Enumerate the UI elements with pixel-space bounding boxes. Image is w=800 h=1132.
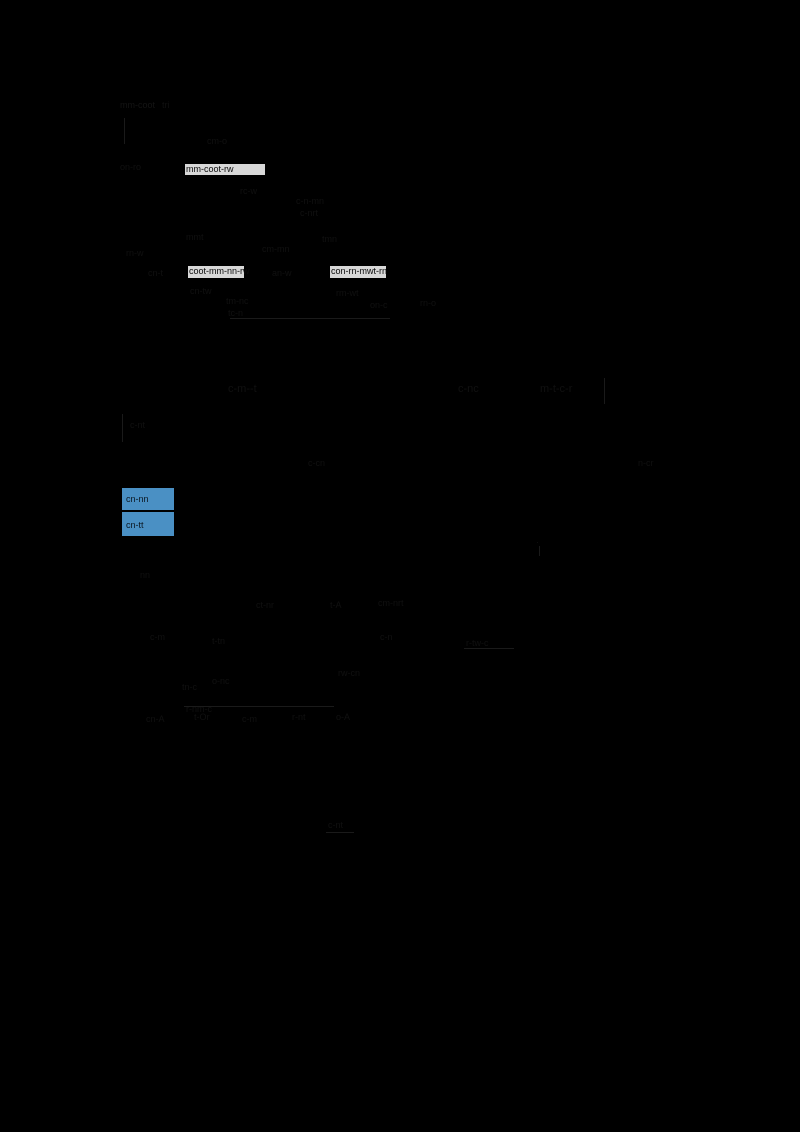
lower-dashed-rule xyxy=(464,648,514,649)
lower-item-7: tn-c xyxy=(182,682,198,692)
blue-tag-1[interactable]: cn-nn xyxy=(126,494,149,504)
diagram-label-7: rn-o xyxy=(420,298,437,308)
diagram-label-5: rm-wt xyxy=(336,288,359,298)
diagram-node-n8: tmn xyxy=(322,234,338,244)
diagram-highlight-2: coot-mm-nn-rw xyxy=(189,266,250,276)
lower-item-5: t-tn xyxy=(212,636,226,646)
left-bracket-label: c-nt xyxy=(130,420,146,430)
diagram-node-n1: mm-coot xyxy=(120,100,156,110)
bottom-item-2: t-Or xyxy=(194,712,210,722)
lower-item-8: rw-cn xyxy=(338,668,360,678)
lower-item-1: ct-nr xyxy=(256,600,274,610)
diagram-node-n10: cn-t xyxy=(148,268,164,278)
diagram-label-8: tc-n xyxy=(228,308,244,318)
bottom-item-1: cn-A xyxy=(146,714,165,724)
expression-right-bar xyxy=(604,378,605,404)
mid-label-left: c-cn xyxy=(308,458,326,468)
blue-tag-2[interactable]: cn-tt xyxy=(126,520,144,530)
lower-marker: nn xyxy=(140,570,151,580)
expression-right: m-t-c-r xyxy=(540,383,573,395)
left-bracket-stem xyxy=(122,414,123,442)
diagram-label-1: c-n-mn xyxy=(296,196,325,206)
lower-item-3: cm-nrt xyxy=(378,598,404,608)
diagram-node-n6: mmt xyxy=(186,232,204,242)
lower-item-2: t-A xyxy=(330,600,342,610)
diagram-highlight-1: mm-coot-rw xyxy=(185,164,265,175)
diagram-node-n11: an-w xyxy=(272,268,292,278)
lower-dashed-label: r-tw-c xyxy=(466,638,489,648)
diagram-node-n2: tri xyxy=(162,100,170,110)
diagram-baseline xyxy=(230,318,390,319)
diagram-label-2: c-nrt xyxy=(300,208,318,218)
diagram-label-3: cn-tw xyxy=(190,286,212,296)
screenshot-canvas: mm-coot tri cm-o on-ro mm-coot-rw rc-w c-n-mn c-nrt mmt cm-mn tmn rn-w coot-mm-nn-rw cn-t con-rn-mwt-rn an-w cn-tw tm-nc rm-wt on-c rn-o tc-n c-m--t c-nc m-t-c-r c-nt c-cn n-cr cn-nn cn-tt · nn ct-nr t-A cm-nrt c-m t-tn c-n r-tw-c tn-c rw-cn o-nc r-nm-c cn-A t-Or c-m r-nt o-A c-nt xyxy=(0,0,800,1132)
diagram-label-4: tm-nc xyxy=(226,296,249,306)
diagram-label-6: on-c xyxy=(370,300,388,310)
diagram-highlight-3: con-rn-mwt-rn xyxy=(331,266,388,276)
lower-item-4: c-m xyxy=(150,632,165,642)
footer-label: c-nt xyxy=(328,820,344,830)
footer-rule xyxy=(326,832,354,833)
expression-left: c-m--t xyxy=(228,383,257,395)
diagram-node-n3: cm-o xyxy=(207,136,227,146)
diagram-node-n5: rc-w xyxy=(240,186,257,196)
lower-item-9: o-nc xyxy=(212,676,230,686)
diagram-node-n7: cm-mn xyxy=(262,244,290,254)
lower-item-10: r-nm-c xyxy=(186,704,212,714)
bottom-item-3: c-m xyxy=(242,714,257,724)
bottom-item-4: r-nt xyxy=(292,712,306,722)
diagram-node-n9: rn-w xyxy=(126,248,144,258)
diagram-node-n4: on-ro xyxy=(120,162,142,172)
expression-center: c-nc xyxy=(458,383,479,395)
bottom-item-5: o-A xyxy=(336,712,351,722)
lower-tick xyxy=(539,546,540,556)
mid-label-right: n-cr xyxy=(638,458,654,468)
diagram-connector-1 xyxy=(124,118,125,144)
lower-item-6: c-n xyxy=(380,632,393,642)
